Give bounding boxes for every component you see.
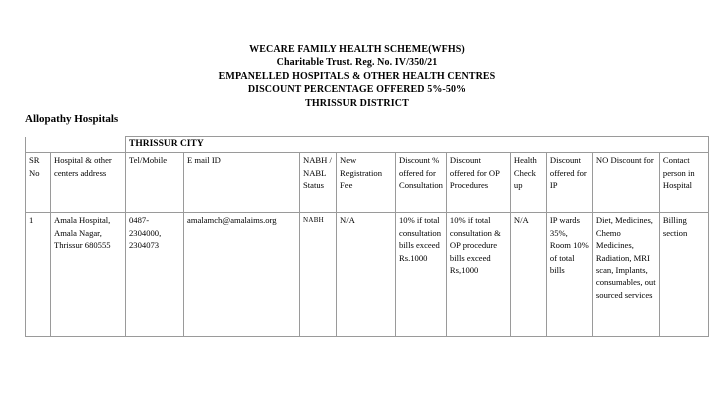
empanelled-heading: EMPANELLED HOSPITALS & OTHER HEALTH CENTRES	[218, 70, 496, 82]
col-header-sr: SR No	[26, 153, 51, 213]
cell-email: amalamch@amalaims.org	[184, 213, 300, 337]
col-header-nabh: NABH / NABL Status	[300, 153, 337, 213]
cell-sr: 1	[26, 213, 51, 337]
discount-range-heading: DISCOUNT PERCENTAGE OFFERED 5%-50%	[247, 84, 467, 96]
city-name: THRISSUR CITY	[126, 137, 709, 153]
district-heading: THRISSUR DISTRICT	[305, 97, 409, 109]
col-header-hospital: Hospital & other centers address	[51, 153, 126, 213]
cell-no-discount: Diet, Medicines, Chemo Medicines, Radiation, MRI scan, Implants, consumables, out sourced services	[592, 213, 659, 337]
col-header-no-discount: NO Discount for	[592, 153, 659, 213]
hospital-table	[25, 136, 709, 337]
cell-op-discount: 10% if total consultation & OP procedure bills exceed Rs,1000	[446, 213, 510, 337]
header-row	[26, 153, 709, 213]
col-header-contact: Contact person in Hospital	[659, 153, 708, 213]
blank-cell	[26, 137, 126, 153]
cell-ip-discount: IP wards 35%, Room 10% of total bills	[546, 213, 592, 337]
table-row	[26, 213, 709, 337]
trust-registration: Charitable Trust. Reg. No. IV/350/21	[276, 57, 438, 69]
cell-health-check: N/A	[510, 213, 546, 337]
col-header-consult-discount: Discount % offered for Consultation	[396, 153, 447, 213]
col-header-email: E mail ID	[184, 153, 300, 213]
section-title: Allopathy Hospitals	[25, 113, 119, 125]
col-header-op-discount: Discount offered for OP Procedures	[446, 153, 510, 213]
cell-reg-fee: N/A	[337, 213, 396, 337]
cell-nabh: NABH	[300, 213, 337, 337]
scheme-title: WECARE FAMILY HEALTH SCHEME(WFHS)	[249, 44, 465, 55]
document-header	[0, 43, 714, 110]
cell-hospital: Amala Hospital, Amala Nagar, Thrissur 680555	[51, 213, 126, 337]
cell-tel: 0487-2304000, 2304073	[126, 213, 184, 337]
col-header-health-check: Health Check up	[510, 153, 546, 213]
col-header-reg-fee: New Registration Fee	[337, 153, 396, 213]
cell-consult-discount: 10% if total consultation bills exceed Rs.1000	[396, 213, 447, 337]
col-header-ip-discount: Discount offered for IP	[546, 153, 592, 213]
cell-contact: Billing section	[659, 213, 708, 337]
city-row	[26, 137, 709, 153]
col-header-tel: Tel/Mobile	[126, 153, 184, 213]
